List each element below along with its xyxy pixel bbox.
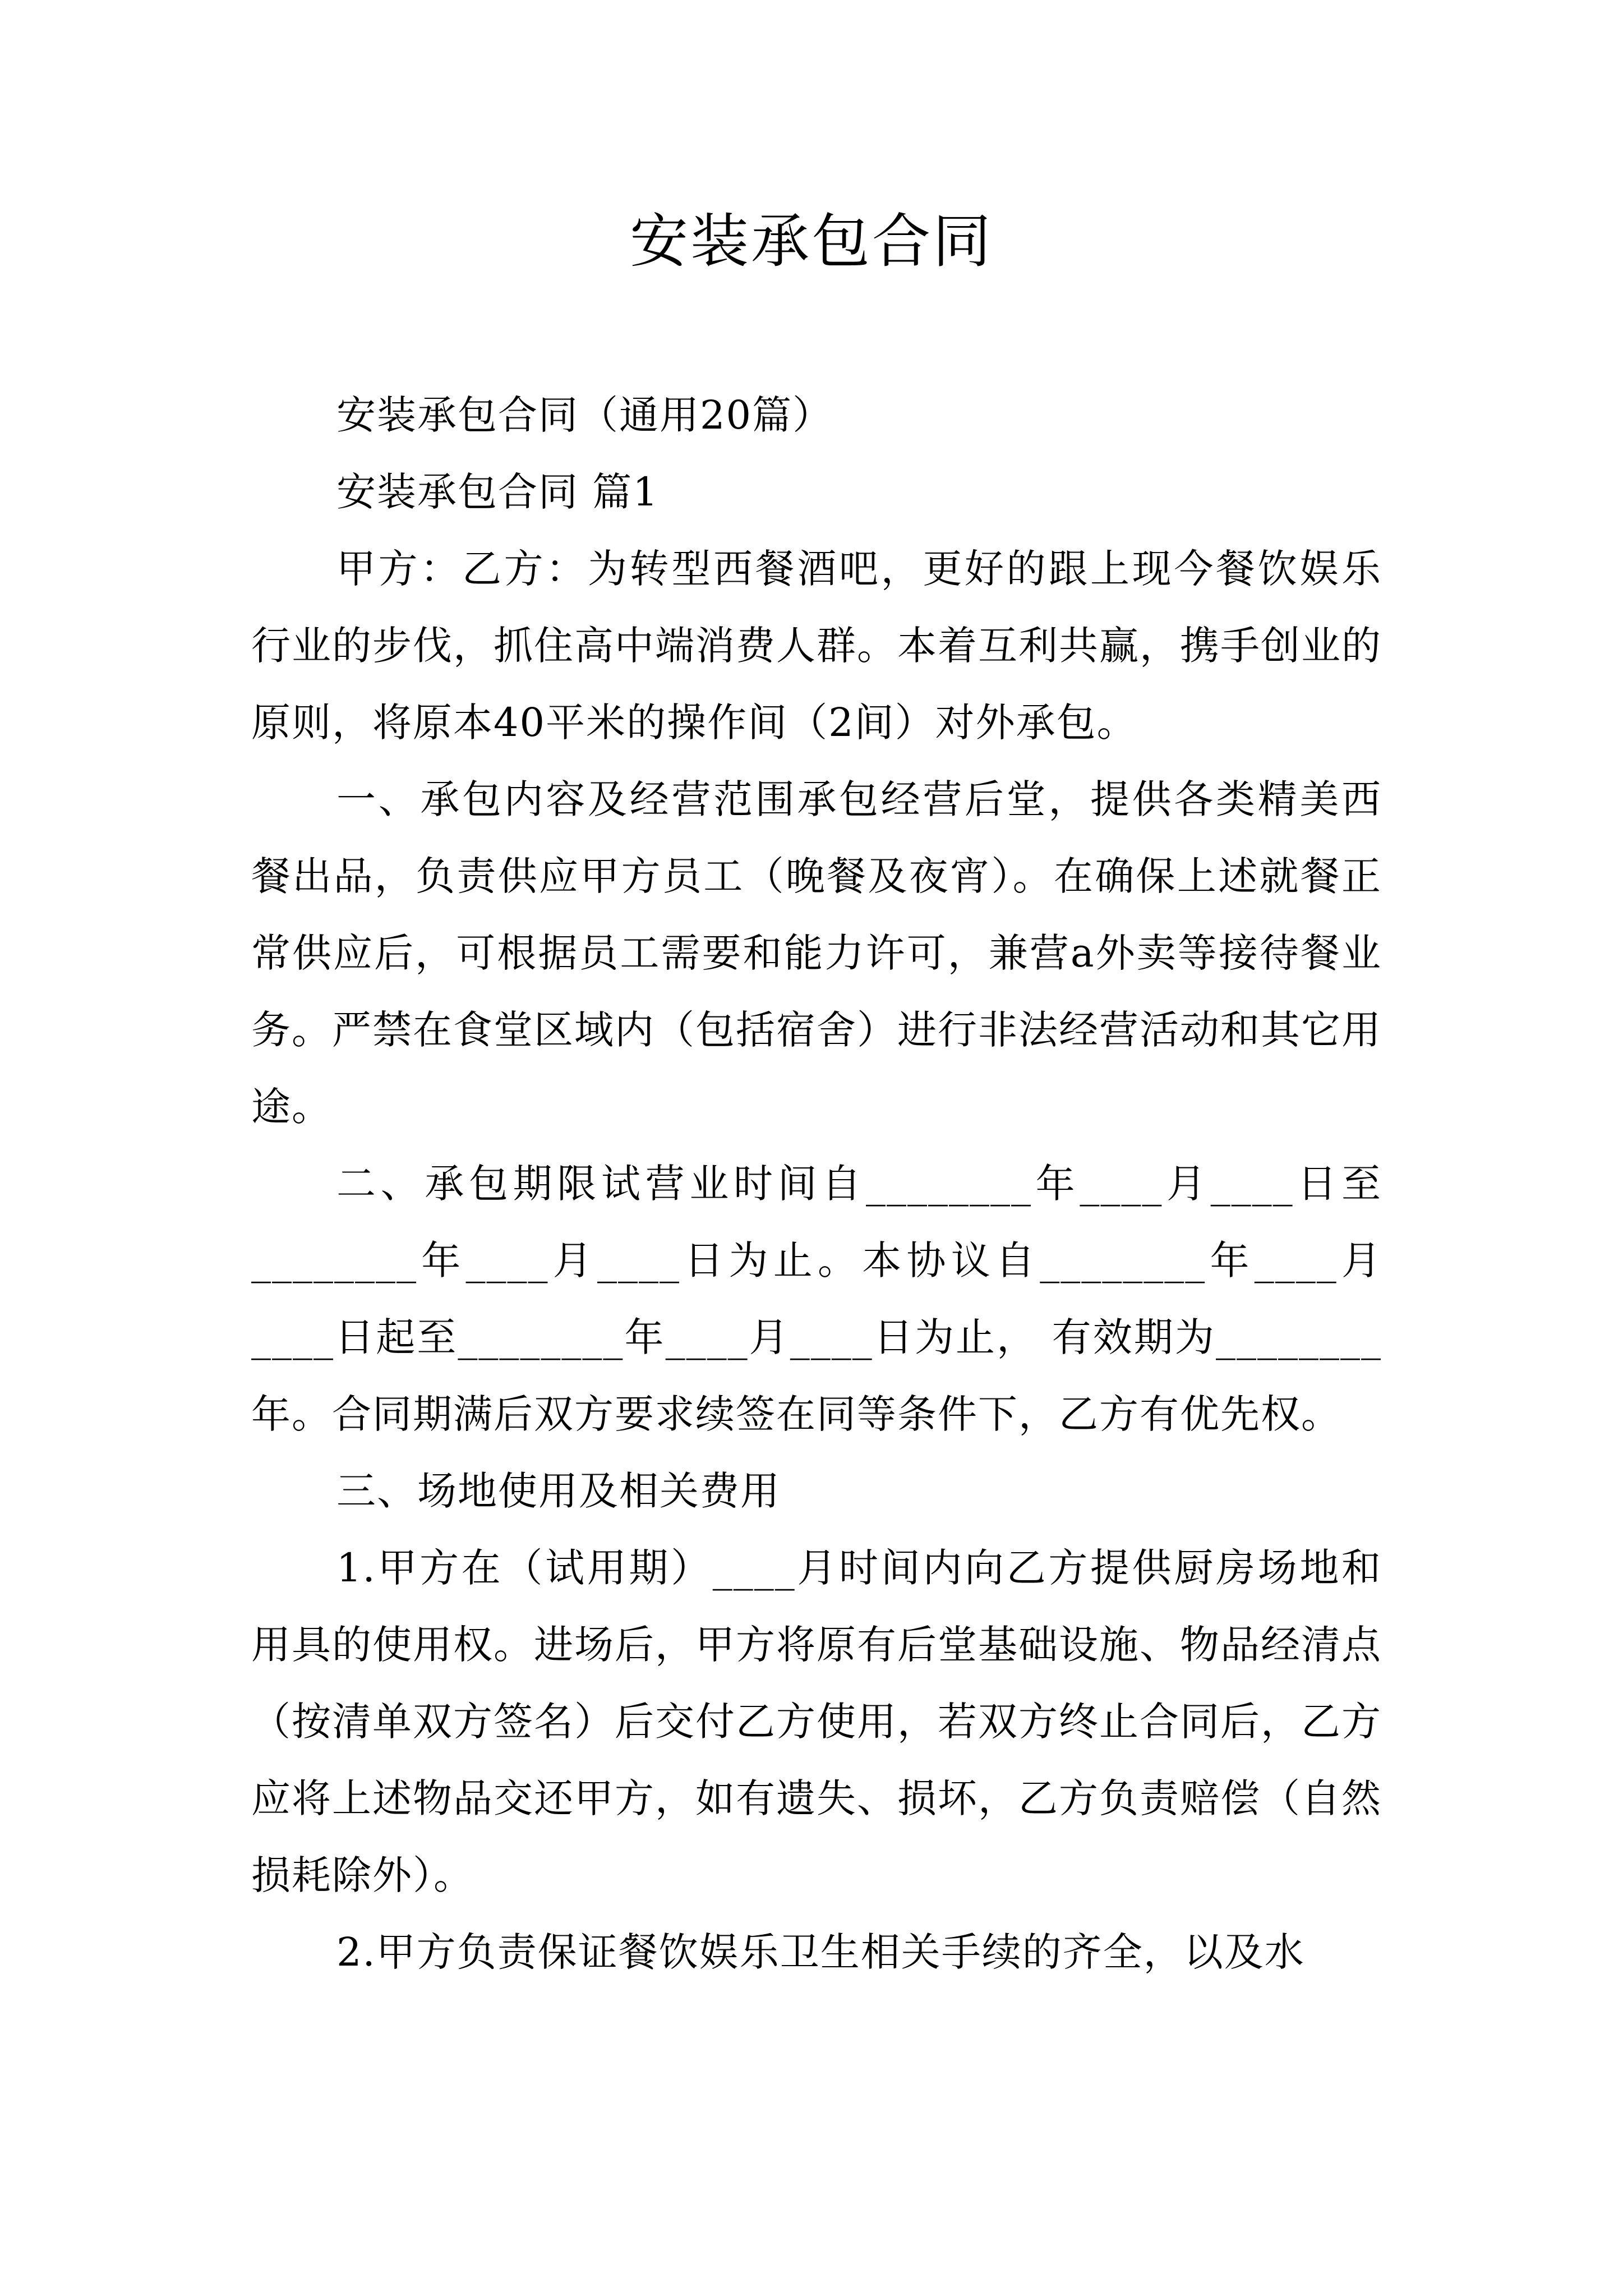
body-paragraph: 二、承包期限试营业时间自________年____月____日至________年____月____日为止。本协议自________年____月____日起至________年____月____日为止， 有效期为________年。合同期满后双方要求续签在同等条件下，乙方有优先权。 bbox=[251, 1161, 1382, 1437]
subtitle-paragraph: 安装承包合同（通用20篇） bbox=[336, 392, 833, 438]
section-heading: 安装承包合同 篇1 bbox=[336, 469, 659, 515]
body-paragraph: 2.甲方负责保证餐饮娱乐卫生相关手续的齐全，以及水 bbox=[336, 1929, 1305, 1975]
body-paragraph: 一、承包内容及经营范围承包经营后堂，提供各类精美西餐出品，负责供应甲方员工（晚餐及夜宵）。在确保上述就餐正常供应后，可根据员工需要和能力许可，兼营a外卖等接待餐业务。严禁在食堂区域内（包括宿舍）进行非法经营活动和其它用途。 bbox=[251, 776, 1382, 1130]
body-paragraph: 三、场地使用及相关费用 bbox=[336, 1468, 781, 1514]
body-paragraph: 甲方：乙方：为转型西餐酒吧，更好的跟上现今餐饮娱乐行业的步伐，抓住高中端消费人群。本着互利共赢，携手创业的原则，将原本40平米的操作间（2间）对外承包。 bbox=[251, 546, 1382, 746]
body-paragraph: 1.甲方在（试用期）____月时间内向乙方提供厨房场地和用具的使用权。进场后，甲方将原有后堂基础设施、物品经清点（按清单双方签名）后交付乙方使用，若双方终止合同后，乙方应将上述物品交还甲方，如有遗失、损坏，乙方负责赔偿（自然损耗除外）。 bbox=[251, 1545, 1382, 1898]
document-title: 安装承包合同 bbox=[629, 207, 993, 275]
document-body bbox=[251, 377, 1382, 1991]
